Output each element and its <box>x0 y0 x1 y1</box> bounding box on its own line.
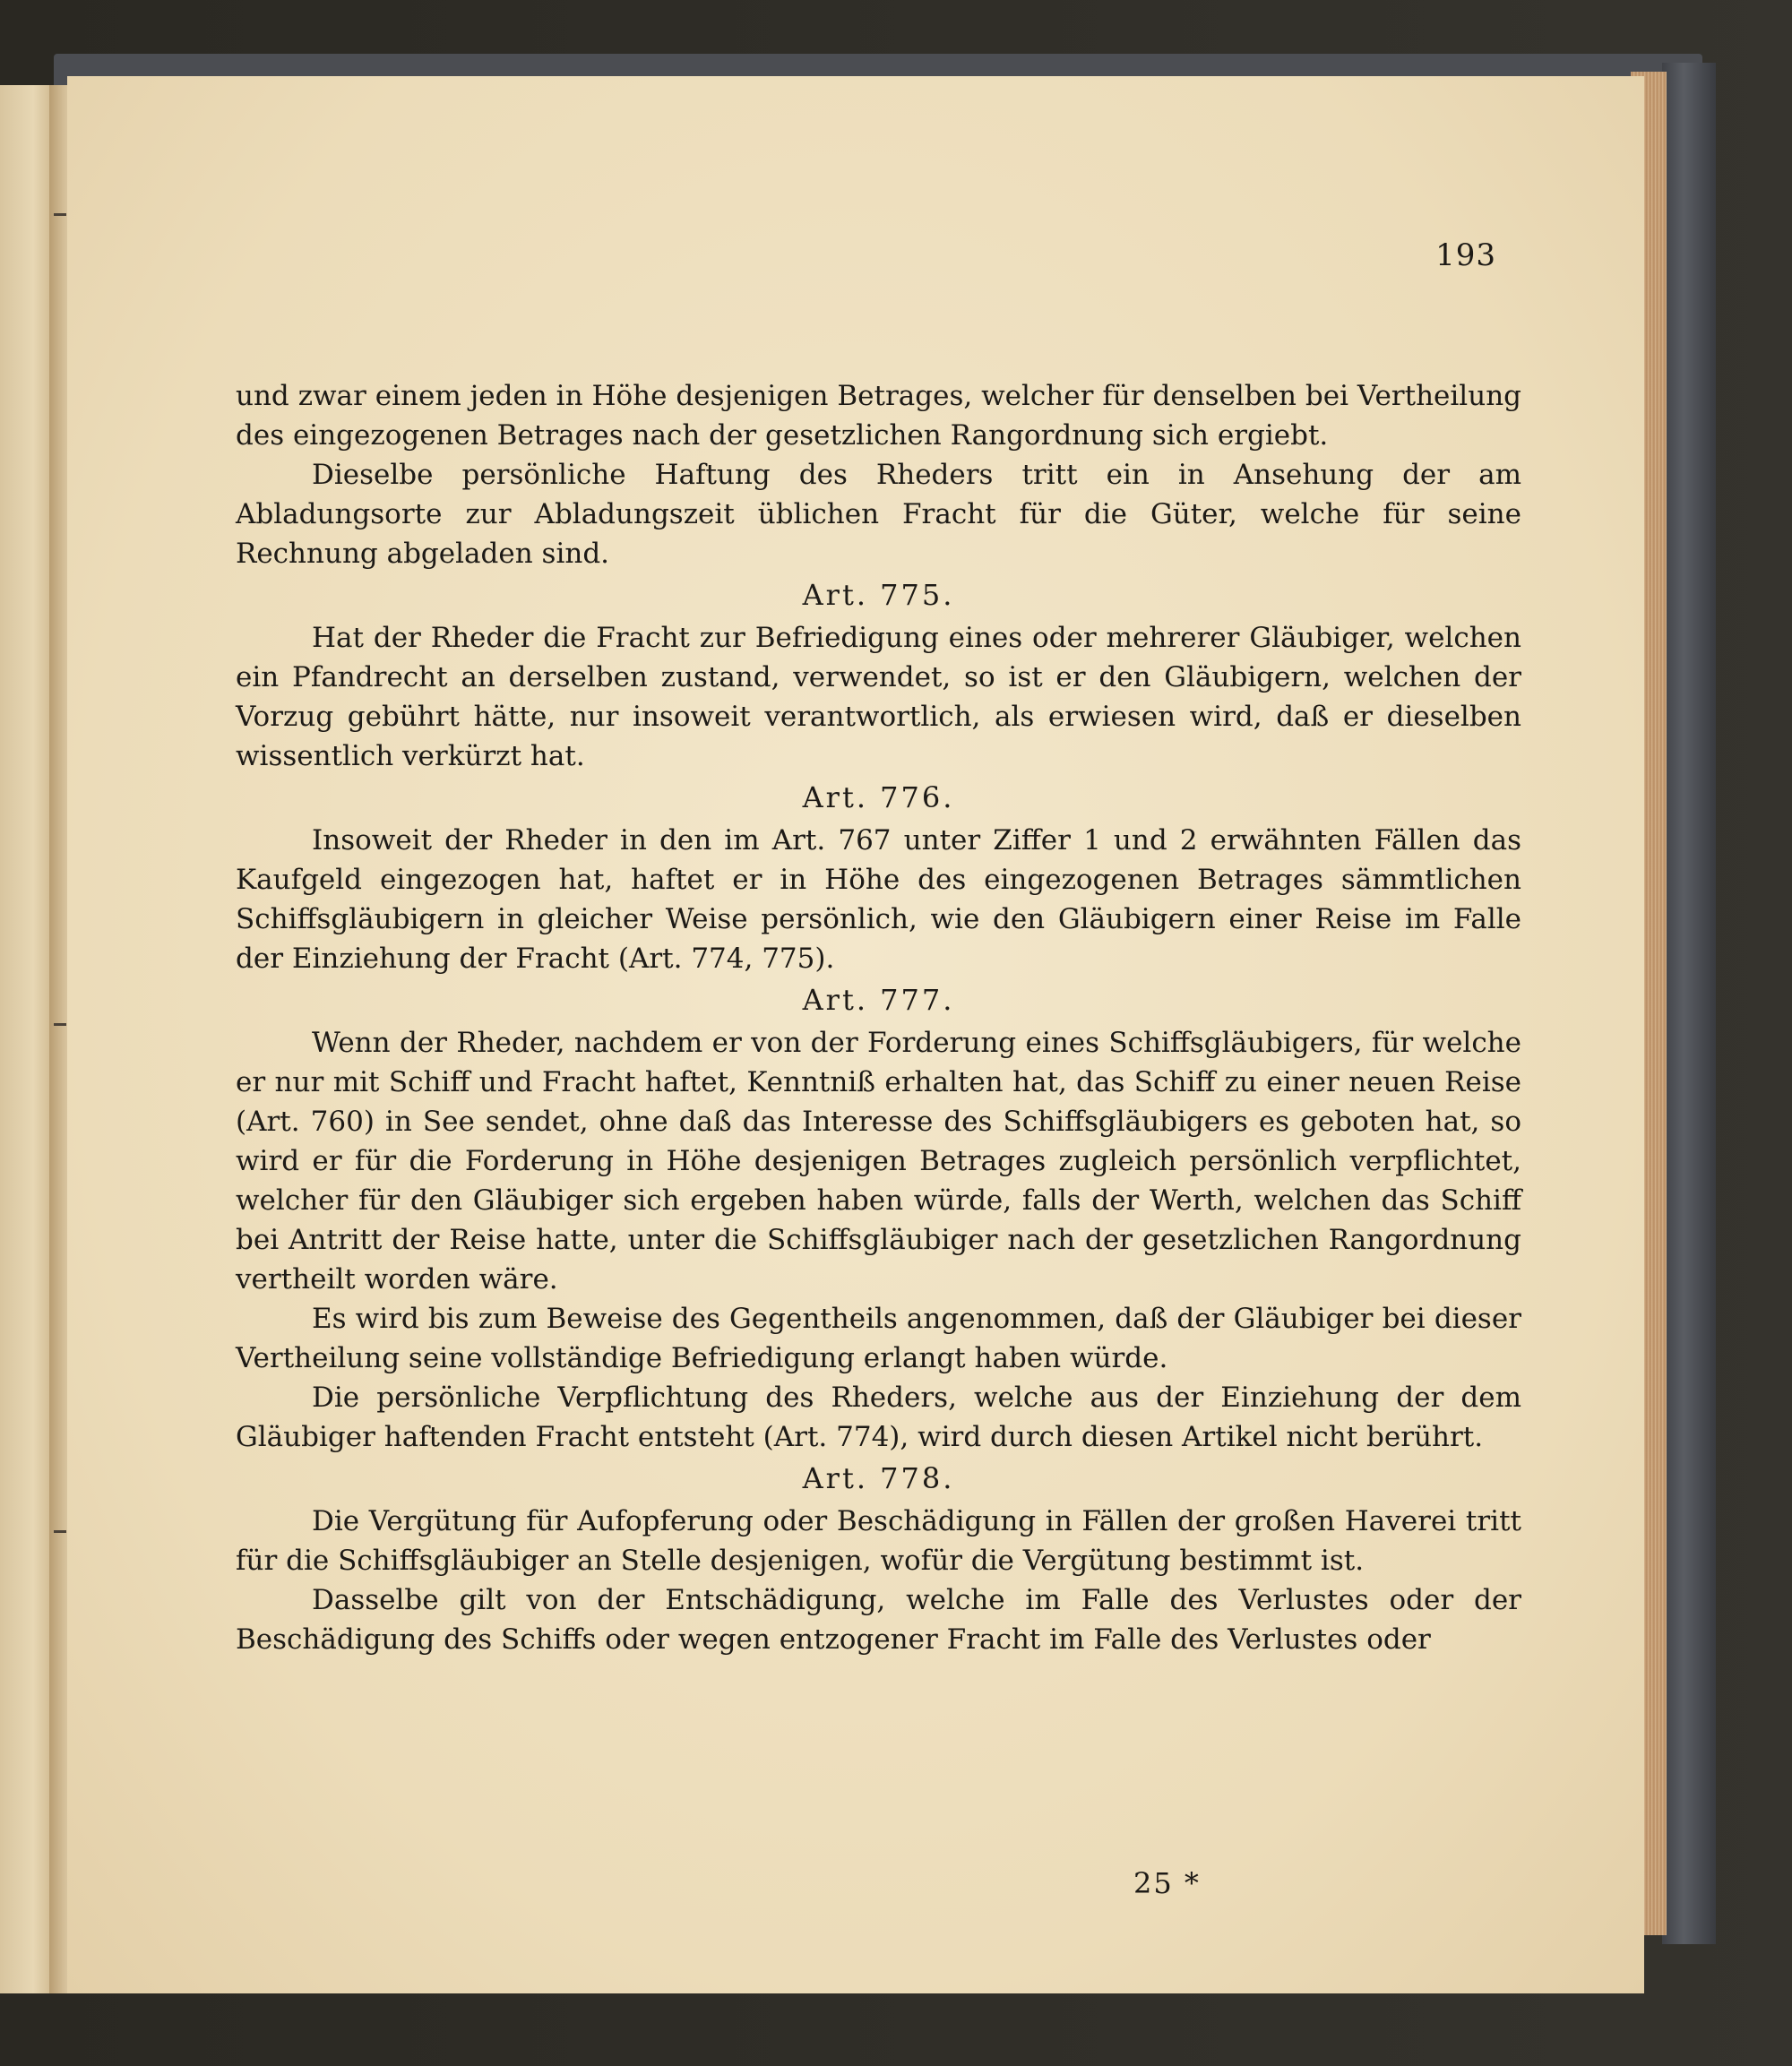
article-777-text: Die persönliche Verpflichtung des Rheders, welche aus der Einziehung der dem Gläubiger haftenden Fracht entsteht (Art. 774), wird durch diesen Artikel nicht berührt. <box>236 1382 1521 1453</box>
article-heading-778: Art. 778. <box>802 1461 955 1495</box>
book-page <box>67 76 1644 1993</box>
article-777-text: Es wird bis zum Beweise des Gegentheils angenommen, daß der Gläubiger bei dieser Vertheilung seine vollständige Befriedigung erlangt haben würde. <box>236 1303 1521 1374</box>
book-cover-right-edge <box>1662 63 1716 1944</box>
margin-mark <box>54 1530 66 1533</box>
margin-mark <box>54 213 66 216</box>
article-775-text: Hat der Rheder die Fracht zur Befriedigung eines oder mehrerer Gläubiger, welchen ein Pfandrecht an derselben zustand, verwendet, so ist er den Gläubigern, welchen der Vorzug gebührt hätte, nur insoweit verantwortlich, als erwiesen wird, daß er dieselben wissentlich verkürzt hat. <box>236 622 1521 772</box>
facing-page-edge <box>0 85 56 1993</box>
article-heading-775: Art. 775. <box>802 578 955 612</box>
paragraph: und zwar einem jeden in Höhe desjenigen Betrages, welcher für denselben bei Vertheilung des eingezogenen Betrages nach der gesetzlichen Rangordnung sich ergiebt. <box>236 380 1521 452</box>
article-778-text: Die Vergütung für Aufopferung oder Beschädigung in Fällen der großen Haverei tritt für die Schiffsgläubiger an Stelle desjenigen, wofür die Vergütung bestimmt ist. <box>236 1505 1521 1577</box>
margin-mark <box>54 1023 66 1026</box>
article-777-text: Wenn der Rheder, nachdem er von der Forderung eines Schiffsgläubigers, für welche er nur mit Schiff und Fracht haftet, Kenntniß erhalten hat, das Schiff zu einer neuen Reise (Art. 760) in See sendet, ohne daß das Interesse des Schiffsgläubigers es geboten hat, so wird er für die Forderung in Höhe desjenigen Betrages zugleich persönlich verpflichtet, welcher für den Gläubiger sich ergeben haben würde, falls der Werth, welchen das Schiff bei Antritt der Reise hatte, unter die Schiffsgläubiger nach der gesetzlichen Rangordnung vertheilt worden wäre. <box>236 1027 1521 1296</box>
article-776-text: Insoweit der Rheder in den im Art. 767 unter Ziffer 1 und 2 erwähnten Fällen das Kaufgeld eingezogen hat, haftet er in Höhe des eingezogenen Betrages sämmtlichen Schiffsgläubigern in gleicher Weise persönlich, wie den Gläubigern einer Reise im Falle der Einziehung der Fracht (Art. 774, 775). <box>236 824 1521 975</box>
printer-signature: 25 * <box>1133 1866 1201 1900</box>
page-number: 193 <box>1435 237 1496 273</box>
paragraph: Dieselbe persönliche Haftung des Rheders tritt ein in Ansehung der am Abladungsorte zur Abladungszeit üblichen Fracht für die Güter, welche für seine Rechnung abgeladen sind. <box>236 459 1521 570</box>
article-778-text: Dasselbe gilt von der Entschädigung, welche im Falle des Verlustes oder der Beschädigung des Schiffs oder wegen entzogener Fracht im Falle des Verlustes oder <box>236 1584 1521 1656</box>
article-heading-777: Art. 777. <box>802 983 955 1017</box>
page-body <box>236 376 1521 1659</box>
article-heading-776: Art. 776. <box>802 780 955 814</box>
